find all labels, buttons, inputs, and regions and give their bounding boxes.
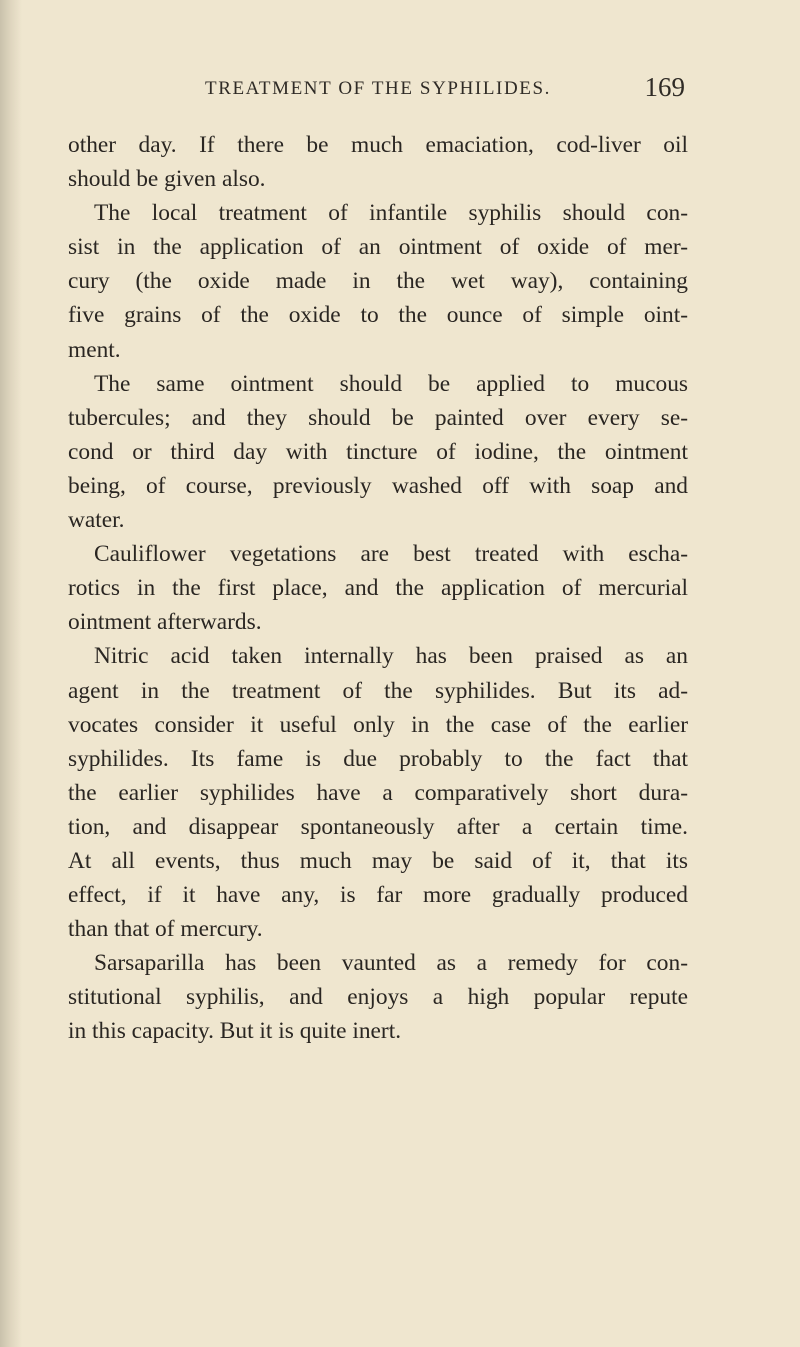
page-edge-shadow xyxy=(0,0,22,1347)
text-line: Nitric acid taken internally has been praised as an xyxy=(94,643,688,670)
page-number: 169 xyxy=(644,72,685,102)
text-line: Sarsaparilla has been vaunted as a remedy for con- xyxy=(94,950,688,977)
text-line: being, of course, previously washed off with soap and xyxy=(68,472,688,499)
text-line: rotics in the first place, and the application of mercurial xyxy=(68,575,688,602)
text-line: At all events, thus much may be said of it, that its xyxy=(68,847,688,874)
text-line: ment. xyxy=(68,336,121,363)
text-line: sist in the application of an ointment of oxide of mer- xyxy=(68,234,688,261)
text-line: ointment afterwards. xyxy=(68,609,262,636)
page-header xyxy=(205,72,685,108)
text-line: other day. If there be much emaciation, cod-liver oil xyxy=(68,132,688,158)
text-line: The same ointment should be applied to mucous xyxy=(94,370,688,397)
text-line: in this capacity. But it is quite inert. xyxy=(68,1018,402,1045)
text-line: Cauliflower vegetations are best treated with escha- xyxy=(94,541,688,568)
text-line: tion, and disappear spontaneously after a certain time. xyxy=(68,813,688,840)
text-line: agent in the treatment of the syphilides. But its ad- xyxy=(68,677,688,704)
paragraph xyxy=(68,367,688,537)
text-line: cond or third day with tincture of iodine, the ointment xyxy=(68,438,688,465)
text-line: effect, if it have any, is far more gradually produced xyxy=(68,882,688,909)
body-text xyxy=(68,128,688,1049)
text-line: The local treatment of infantile syphilis should con- xyxy=(94,200,688,227)
paragraph xyxy=(68,946,688,1048)
paragraph xyxy=(68,639,688,946)
text-line: the earlier syphilides have a comparatively short dura- xyxy=(68,779,688,806)
text-line: than that of mercury. xyxy=(68,916,263,943)
text-line: five grains of the oxide to the ounce of simple oint- xyxy=(68,302,688,329)
text-line: should be given also. xyxy=(68,166,266,193)
paragraph xyxy=(68,537,688,639)
paragraph xyxy=(68,128,688,196)
text-line: water. xyxy=(68,507,125,534)
text-line: cury (the oxide made in the wet way), containing xyxy=(68,268,688,295)
text-line: stitutional syphilis, and enjoys a high popular repute xyxy=(68,984,688,1011)
text-line: syphilides. Its fame is due probably to the fact that xyxy=(68,745,688,772)
text-line: tubercules; and they should be painted over every se- xyxy=(68,404,688,431)
running-head: TREATMENT OF THE SYPHILIDES. xyxy=(205,78,551,99)
paragraph xyxy=(68,196,688,366)
text-line: vocates consider it useful only in the case of the earlier xyxy=(68,711,688,738)
